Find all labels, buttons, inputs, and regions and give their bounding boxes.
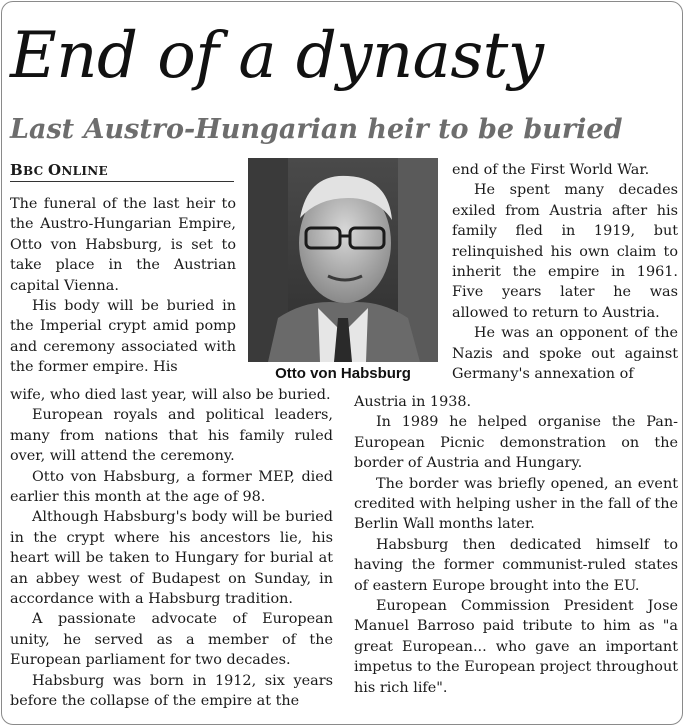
paragraph-continued: wife, who died last year, will also be buried. <box>10 387 331 403</box>
paragraph: In 1989 he helped organise the Pan-European Picnic demonstration on the border of Austria and Hungary. <box>354 414 678 472</box>
portrait-image <box>248 158 438 362</box>
column-left-bottom <box>10 385 333 712</box>
paragraph: European royals and political leaders, many from nations that his family ruled over, will attend the ceremony. <box>10 407 333 465</box>
byline-rest-2: NLINE <box>61 164 108 178</box>
photo-caption: Otto von Habsburg <box>275 365 411 382</box>
paragraph: The border was briefly opened, an event credited with helping usher in the fall of the Berlin Wall months later. <box>354 475 678 533</box>
byline-initial-2: O <box>47 161 62 179</box>
paragraph: Otto von Habsburg, a former MEP, died earlier this month at the age of 98. <box>10 468 333 506</box>
byline-rest: BC <box>22 164 48 178</box>
byline-initial: B <box>10 161 23 179</box>
paragraph: He spent many decades exiled from Austria after his family fled in 1919, but relinquished his own claim to inherit the empire in 1961. Five years later he was allowed to return to Austria. <box>452 182 678 321</box>
paragraph: European Commission President Jose Manuel Barroso paid tribute to him as "a great European... who gave an important impetus to the European project throughout his rich life". <box>354 598 678 696</box>
byline <box>10 160 234 182</box>
paragraph: A passionate advocate of European unity, he served as a member of the European parliament for two decades. <box>10 611 333 669</box>
paragraph: Habsburg then dedicated himself to having the former communist-ruled states of eastern Europe brought into the EU. <box>354 536 678 594</box>
column-right-top <box>452 160 678 384</box>
paragraph: His body will be buried in the Imperial crypt amid pomp and ceremony associated with the former empire. His <box>10 298 236 376</box>
column-right-bottom <box>354 392 678 698</box>
paragraph-continued: Austria in 1938. <box>354 394 472 410</box>
portrait-photo <box>248 158 438 362</box>
paragraph: Habsburg was born in 1912, six years before the collapse of the empire at the <box>10 672 333 710</box>
paragraph: He was an opponent of the Nazis and spoke out against Germany's annexation of <box>452 325 678 383</box>
paragraph: Although Habsburg's body will be buried in the crypt where his ancestors lie, his heart will be taken to Hungary for burial at an abbey west of Budapest on Sunday, in accordance with a Habsburg tradition. <box>10 509 333 608</box>
subheadline: Last Austro-Hungarian heir to be buried <box>10 114 623 145</box>
paragraph-continued: end of the First World War. <box>452 162 650 178</box>
headline: End of a dynasty <box>10 19 544 93</box>
paragraph: The funeral of the last heir to the Austro-Hungarian Empire, Otto von Habsburg, is set to take place in the Austrian capital Vienna. <box>10 196 236 294</box>
column-left-top <box>10 194 236 378</box>
